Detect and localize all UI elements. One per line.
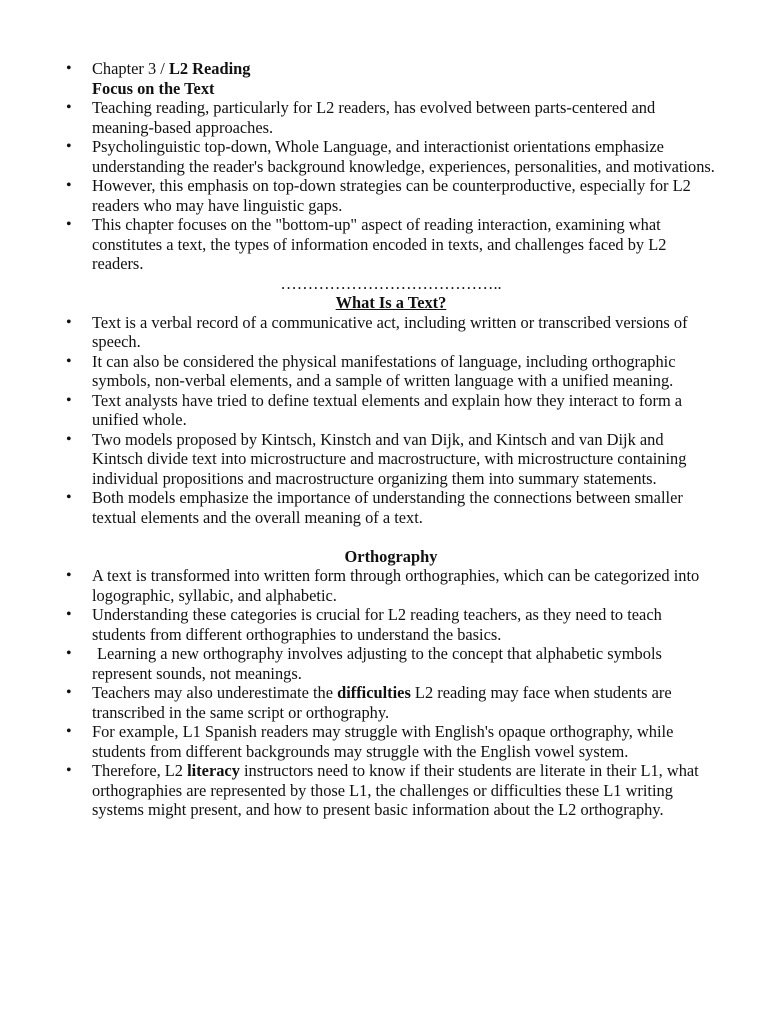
list-item [66, 137, 716, 176]
list-item [66, 176, 716, 215]
list-item-text: However, this emphasis on top-down strategies can be counterproductive, especially for L2 readers who may have linguistic gaps. [92, 176, 691, 215]
bullet-icon: • [66, 606, 72, 623]
intro-items [66, 98, 716, 274]
list-item-text-before: Therefore, L2 [92, 761, 188, 780]
bullet-icon: • [66, 489, 72, 506]
list-item [66, 352, 716, 391]
bullet-icon: • [66, 723, 72, 740]
list-item [66, 644, 716, 683]
list-item [66, 722, 716, 761]
list-item-text: Text is a verbal record of a communicative act, including written or transcribed versions of speech. [92, 312, 688, 351]
section-heading-what-is-a-text: What Is a Text? [335, 293, 447, 312]
bullet-icon: • [66, 216, 72, 233]
bullet-icon: • [66, 684, 72, 701]
chapter-title: L2 Reading [168, 59, 251, 78]
dotted-divider: ………………………………….. [280, 273, 502, 293]
bullet-icon: • [66, 60, 72, 77]
chapter-subtitle: Focus on the Text [92, 78, 215, 98]
list-item [66, 391, 716, 430]
bold-term-literacy: literacy [187, 761, 240, 780]
list-item-text: Teaching reading, particularly for L2 readers, has evolved between parts-centered and meaning-based approaches. [92, 98, 656, 137]
bullet-icon: • [66, 762, 72, 779]
list-item-text: Two models proposed by Kintsch, Kinstch and van Dijk, and Kintsch and van Dijk and Kintsch divide text into microstructure and macrostructure, with microstructure containing individual propositions and macrostructure organizing them into summary statements. [92, 429, 687, 488]
bold-term-difficulties: difficulties [337, 683, 411, 702]
list-item-text: Psycholinguistic top-down, Whole Language, and interactionist orientations emphasize understanding the reader's background knowledge, experiences, personalities, and motivations. [92, 137, 715, 176]
bullet-icon: • [66, 138, 72, 155]
list-item [66, 59, 716, 79]
bullet-icon: • [66, 430, 72, 448]
bullet-icon: • [66, 177, 72, 194]
section2-list [66, 566, 716, 820]
list-item-text: Text analysts have tried to define textual elements and explain how they interact to form a unified whole. [92, 390, 683, 429]
list-item [66, 761, 716, 820]
intro-list [66, 59, 716, 79]
chapter-prefix: Chapter 3 / [92, 59, 169, 78]
list-item-text: It can also be considered the physical manifestations of language, including orthographic symbols, non-verbal elements, and a sample of written language with a unified meaning. [92, 351, 676, 390]
list-item [66, 430, 716, 489]
list-item-text: Understanding these categories is crucial for L2 reading teachers, as they need to teach students from different orthographies to understand the basics. [92, 605, 662, 644]
bullet-icon: • [66, 567, 72, 584]
bullet-icon: • [66, 645, 72, 662]
bullet-icon: • [66, 391, 72, 409]
section-heading-orthography: Orthography [344, 546, 438, 566]
bullet-icon: • [66, 352, 72, 370]
list-item-text: Both models emphasize the importance of understanding the connections between smaller textual elements and the overall meaning of a text. [92, 488, 683, 527]
list-item-text-after: L2 reading may face when students are transcribed in the same script or orthography. [92, 683, 672, 722]
list-item [66, 683, 716, 722]
list-item [66, 313, 716, 352]
list-item [66, 215, 716, 274]
list-item-text: A text is transformed into written form through orthographies, which can be categorized into logographic, syllabic, and alphabetic. [92, 566, 700, 605]
list-item-text-after: instructors need to know if their students are literate in their L1, what orthographies are represented by those L1, the challenges or difficulties these L1 writing systems might present, and how to present basic information about the L2 orthography. [92, 761, 699, 819]
list-item-text: Learning a new orthography involves adjusting to the concept that alphabetic symbols represent sounds, not meanings. [92, 644, 662, 683]
bullet-icon: • [66, 313, 72, 331]
list-item-text: This chapter focuses on the "bottom-up" aspect of reading interaction, examining what constitutes a text, the types of information encoded in texts, and challenges faced by L2 readers. [92, 215, 667, 273]
list-item [66, 605, 716, 644]
list-item [66, 98, 716, 137]
bullet-icon: • [66, 99, 72, 116]
list-item-text: For example, L1 Spanish readers may struggle with English's opaque orthography, while students from different backgrounds may struggle with the English vowel system. [92, 722, 674, 761]
list-item [66, 488, 716, 527]
section1-list [66, 313, 716, 528]
list-item-text-before: Teachers may also underestimate the [92, 683, 338, 702]
list-item [66, 566, 716, 605]
blank-line [66, 527, 716, 547]
document-body [66, 59, 716, 820]
